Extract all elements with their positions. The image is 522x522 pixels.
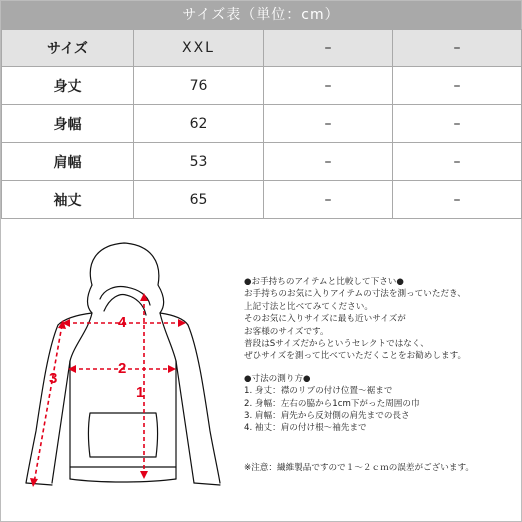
row-value: –: [393, 181, 522, 219]
label-3: 3: [49, 370, 58, 387]
size-table: [1, 29, 522, 219]
measure-item: 3. 肩幅：肩先から反対側の肩先までの長さ: [244, 411, 410, 422]
row-value: –: [393, 67, 522, 105]
table-row: [2, 105, 522, 143]
arrow-3-line: [34, 325, 62, 483]
arrow-3-head-bottom: [30, 478, 38, 487]
row-value: 53: [134, 143, 264, 181]
row-value: –: [264, 105, 393, 143]
notes-intro-line: お客様のサイズです。: [244, 326, 329, 337]
notes-heading: ●お手持ちのアイテムと比較して下さい●: [244, 277, 404, 287]
notes-intro-line: お手持ちのお気に入りアイテムの寸法を測っていただき、: [244, 289, 466, 300]
table-row: [2, 181, 522, 219]
size-chart-title: サイズ表（単位：cm）: [1, 1, 521, 29]
arrow-1-head-bottom: [140, 471, 148, 479]
row-value: –: [264, 181, 393, 219]
measure-heading: ●寸法の測り方●: [244, 373, 311, 384]
row-label: 肩幅: [2, 143, 134, 181]
table-row: [2, 67, 522, 105]
row-value: –: [393, 105, 522, 143]
measure-item: 1. 身丈：襟のリブの付け位置～裾まで: [244, 386, 393, 397]
row-label: 袖丈: [2, 181, 134, 219]
notes-intro-line: 普段はSサイズだからというセレクトではなく、: [244, 339, 429, 350]
notes-intro-line: そのお気に入りサイズに最も近いサイズが: [244, 314, 406, 325]
row-value: –: [393, 143, 522, 181]
table-header-row: [2, 30, 522, 67]
header-size-empty-1: –: [264, 30, 393, 67]
row-value: 62: [134, 105, 264, 143]
row-label: 身丈: [2, 67, 134, 105]
notes-intro-line: ぜひサイズを測って比べていただくことをお勧めします。: [244, 351, 467, 362]
hoodie-diagram: [0, 221, 240, 516]
label-2: 2: [118, 360, 127, 377]
row-label: 身幅: [2, 105, 134, 143]
measurement-notes: [244, 276, 514, 435]
row-value: 65: [134, 181, 264, 219]
row-value: 76: [134, 67, 264, 105]
notes-intro-line: 上記寸法と比べてみてください。: [244, 301, 373, 312]
caution-note: ※注意：繊維製品ですので１～２ｃｍの誤差がございます。: [244, 463, 474, 473]
row-value: –: [264, 67, 393, 105]
header-size-empty-2: –: [393, 30, 522, 67]
measure-item: 4. 袖丈：肩の付け根～袖先まで: [244, 423, 367, 434]
row-value: –: [264, 143, 393, 181]
table-row: [2, 143, 522, 181]
arrow-2-head-right: [168, 365, 176, 373]
header-size-xxl: XXL: [134, 30, 264, 67]
label-1: 1: [136, 384, 145, 401]
measure-item: 2. 身幅：左右の脇から1cm下がった周囲の巾: [244, 398, 420, 409]
label-4: 4: [118, 314, 127, 331]
header-size-label: サイズ: [2, 30, 134, 67]
